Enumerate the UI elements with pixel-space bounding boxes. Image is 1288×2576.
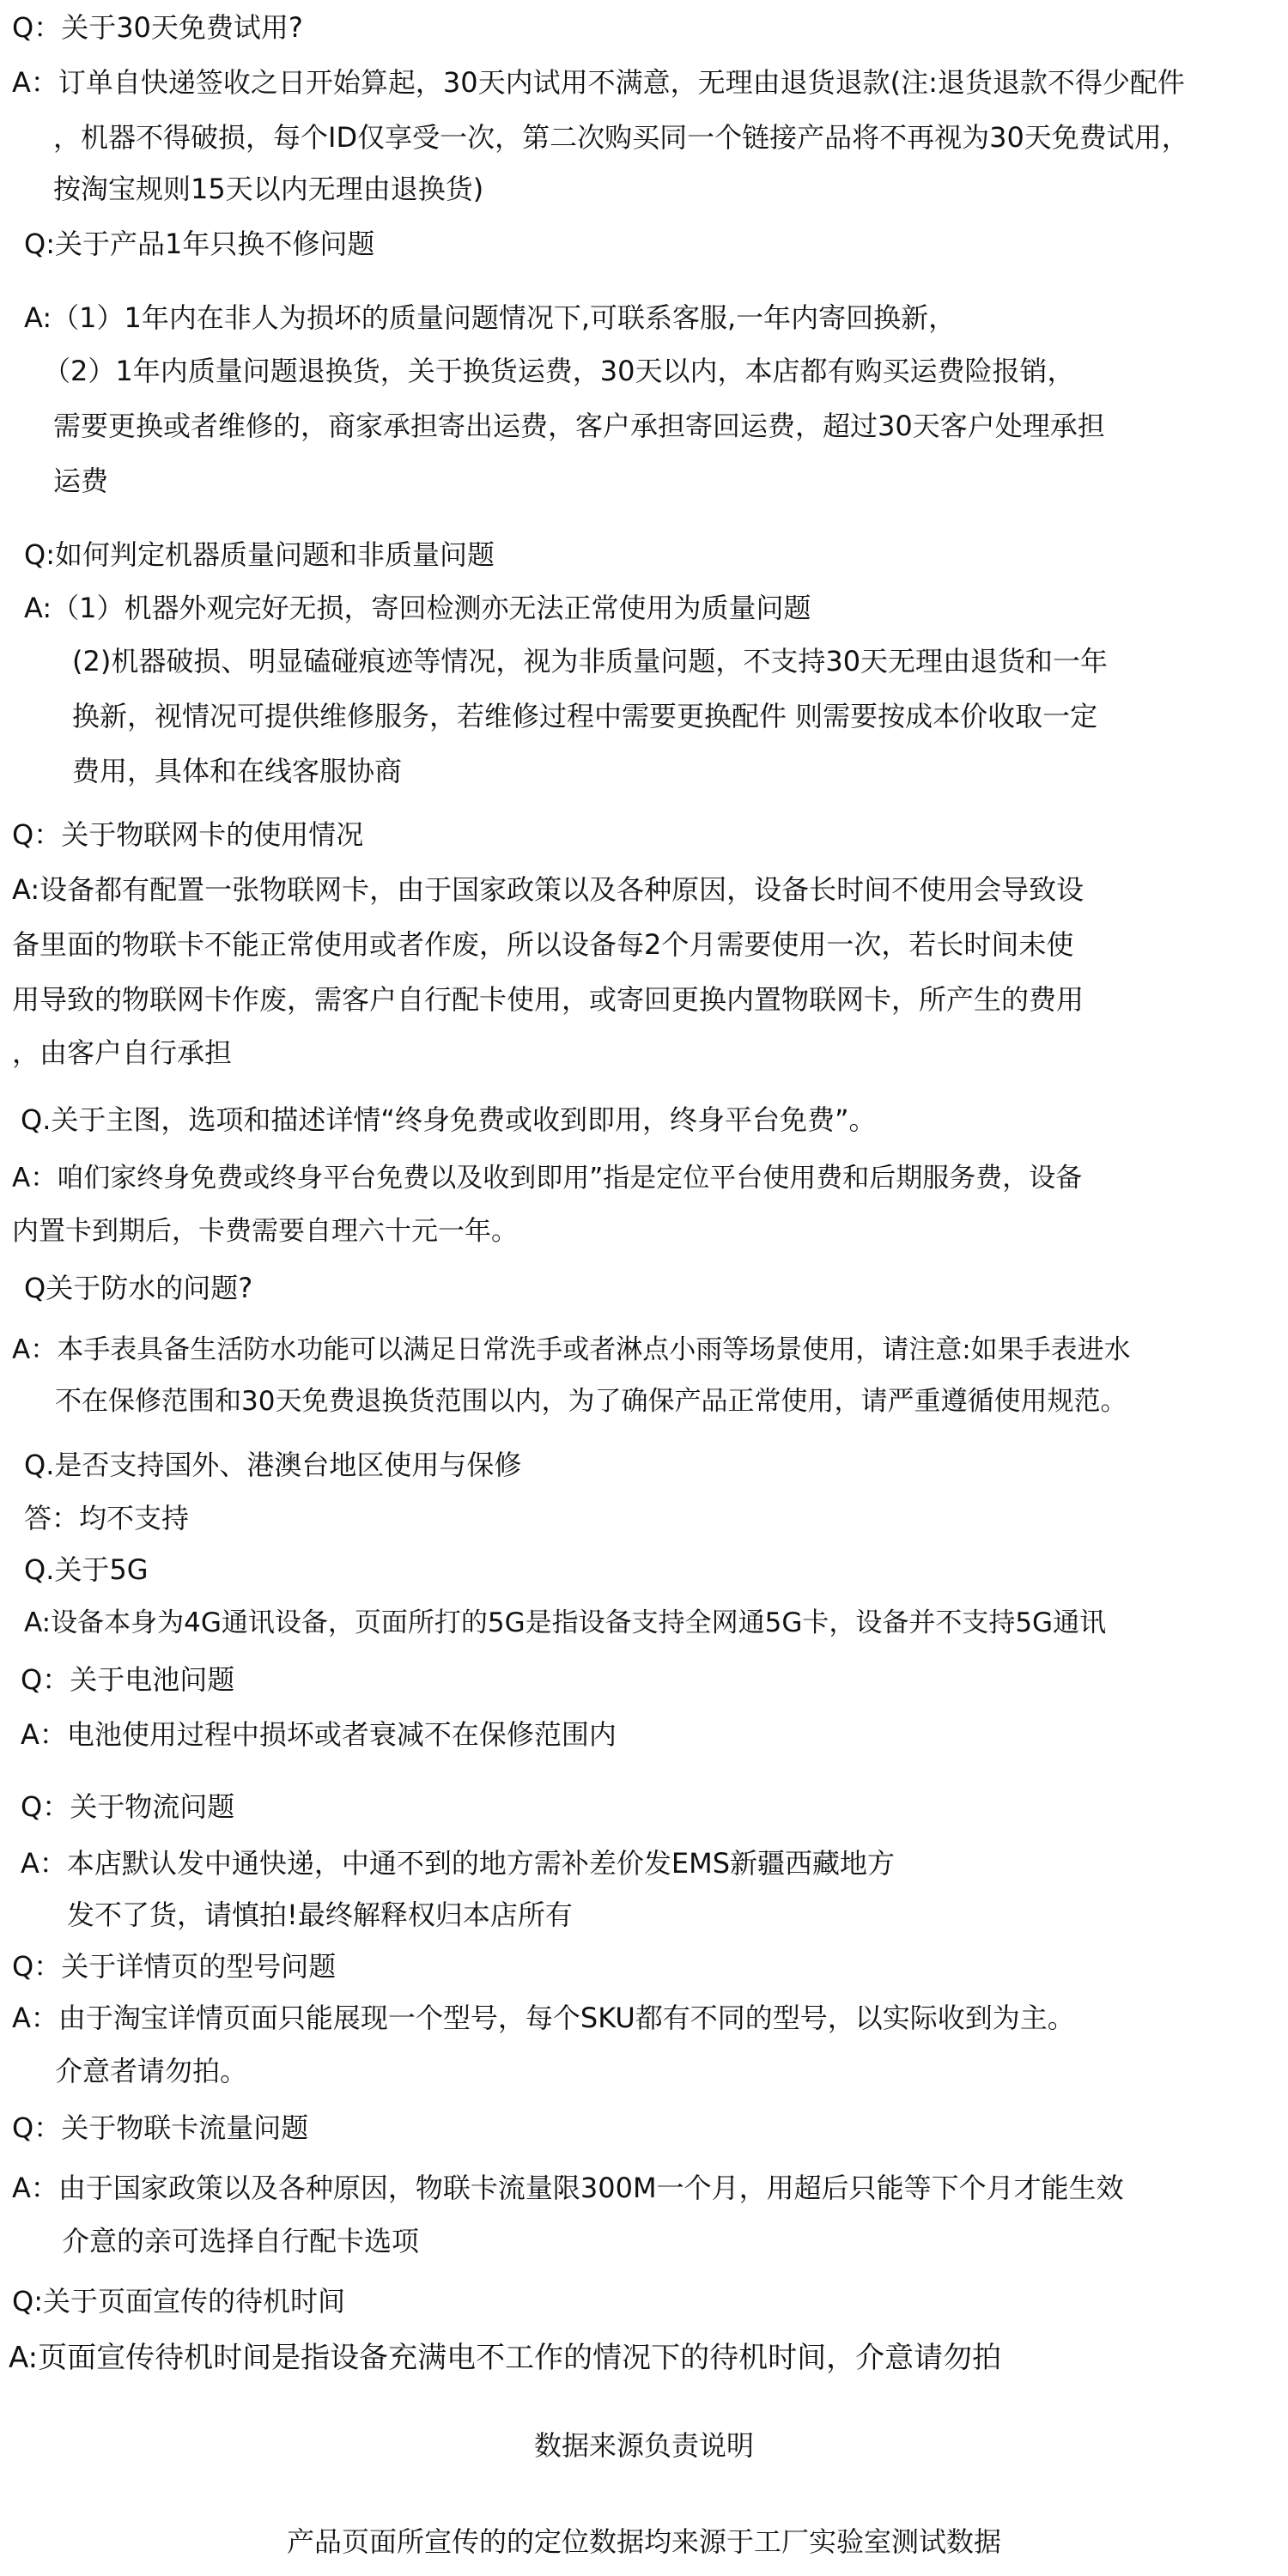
faq-answer-line: A:页面宣传待机时间是指设备充满电不工作的情况下的待机时间，介意请勿拍 (9, 2341, 1002, 2375)
faq-answer-line: 按淘宝规则15天以内无理由退换货) (53, 173, 484, 205)
faq-question: Q:关于页面宣传的待机时间 (12, 2285, 345, 2318)
faq-answer-line: 用导致的物联网卡作废，需客户自行配卡使用，或寄回更换内置物联网卡，所产生的费用 (12, 983, 1084, 1016)
faq-answer-line: A:（1）1年内在非人为损坏的质量问题情况下,可联系客服,一年内寄回换新， (24, 301, 957, 334)
faq-answer-line: ，机器不得破损，每个ID仅享受一次，第二次购买同一个链接产品将不再视为30天免费试用， (53, 121, 1189, 154)
faq-answer-line: A:（1）机器外观完好无损，寄回检测亦无法正常使用为质量问题 (24, 592, 811, 624)
faq-answer-line: (2)机器破损、明显磕碰痕迹等情况，视为非质量问题，不支持30天无理由退货和一年 (72, 645, 1109, 677)
faq-answer-line: A：由于国家政策以及各种原因，物联卡流量限300M一个月，用超后只能等下个月才能生效 (12, 2172, 1124, 2204)
faq-answer-line: A：由于淘宝详情页面只能展现一个型号，每个SKU都有不同的型号，以实际收到为主。 (12, 2002, 1075, 2034)
faq-answer-line: A：咱们家终身免费或终身平台免费以及收到即用”指是定位平台使用费和后期服务费，设备 (12, 1163, 1083, 1194)
faq-question: Q：关于电池问题 (21, 1663, 235, 1696)
faq-answer-line: 答：均不支持 (24, 1502, 190, 1534)
faq-answer-line: A：电池使用过程中损坏或者衰减不在保修范围内 (21, 1718, 617, 1751)
faq-question: Q.关于5G (24, 1553, 149, 1586)
faq-answer-line: 费用，具体和在线客服协商 (72, 755, 403, 787)
faq-answer-line: 内置卡到期后，卡费需要自理六十元一年。 (12, 1216, 518, 1247)
faq-question: Q：关于物流问题 (21, 1790, 235, 1823)
faq-answer-line: ，由客户自行承担 (12, 1036, 233, 1069)
data-source-body: 产品页面所宣传的的定位数据均来源于工厂实验室测试数据 (286, 2525, 1001, 2558)
faq-answer-line: 换新，视情况可提供维修服务，若维修过程中需要更换配件 则需要按成本价收取一定 (72, 700, 1098, 732)
faq-question: Q:关于产品1年只换不修问题 (24, 228, 375, 260)
faq-question: Q.关于主图，选项和描述详情“终身免费或收到即用，终身平台免费”。 (21, 1103, 877, 1136)
faq-question: Q：关于物联网卡的使用情况 (12, 818, 364, 851)
faq-question: Q.是否支持国外、港澳台地区使用与保修 (24, 1449, 522, 1481)
faq-answer-line: A:设备都有配置一张物联网卡，由于国家政策以及各种原因，设备长时间不使用会导致设 (12, 873, 1084, 906)
faq-answer-line: 发不了货，请慎拍!最终解释权归本店所有 (67, 1899, 573, 1931)
faq-question: Q关于防水的问题? (24, 1272, 253, 1304)
data-source-title: 数据来源负责说明 (533, 2429, 754, 2462)
faq-question: Q：关于30天免费试用? (12, 11, 303, 44)
faq-answer-line: A：本店默认发中通快递，中通不到的地方需补差价发EMS新疆西藏地方 (21, 1847, 896, 1880)
faq-answer-line: 需要更换或者维修的，商家承担寄出运费，客户承担寄回运费，超过30天客户处理承担 (53, 410, 1105, 442)
faq-answer-line: A：本手表具备生活防水功能可以满足日常洗手或者淋点小雨等场景使用，请注意:如果手表进水 (12, 1334, 1131, 1365)
faq-answer-line: （2）1年内质量问题退换货，关于换货运费，30天以内，本店都有购买运费险报销， (43, 355, 1075, 387)
faq-answer-line: A：订单自快递签收之日开始算起，30天内试用不满意，无理由退货退款(注:退货退款不得少配件 (12, 66, 1185, 99)
faq-answer-line: 介意的亲可选择自行配卡选项 (62, 2225, 420, 2257)
faq-question: Q:如何判定机器质量问题和非质量问题 (24, 538, 495, 571)
faq-answer-line: 介意者请勿拍。 (55, 2055, 248, 2087)
faq-question: Q：关于物联卡流量问题 (12, 2111, 309, 2144)
faq-answer-line: 运费 (53, 465, 109, 497)
faq-answer-line: 不在保修范围和30天免费退换货范围以内，为了确保产品正常使用，请严重遵循使用规范。 (55, 1386, 1127, 1417)
faq-answer-line: 备里面的物联卡不能正常使用或者作废，所以设备每2个月需要使用一次，若长时间未使 (12, 928, 1074, 961)
faq-question: Q：关于详情页的型号问题 (12, 1950, 337, 1983)
faq-answer-line: A:设备本身为4G通讯设备，页面所打的5G是指设备支持全网通5G卡，设备并不支持5G通讯 (24, 1607, 1107, 1638)
